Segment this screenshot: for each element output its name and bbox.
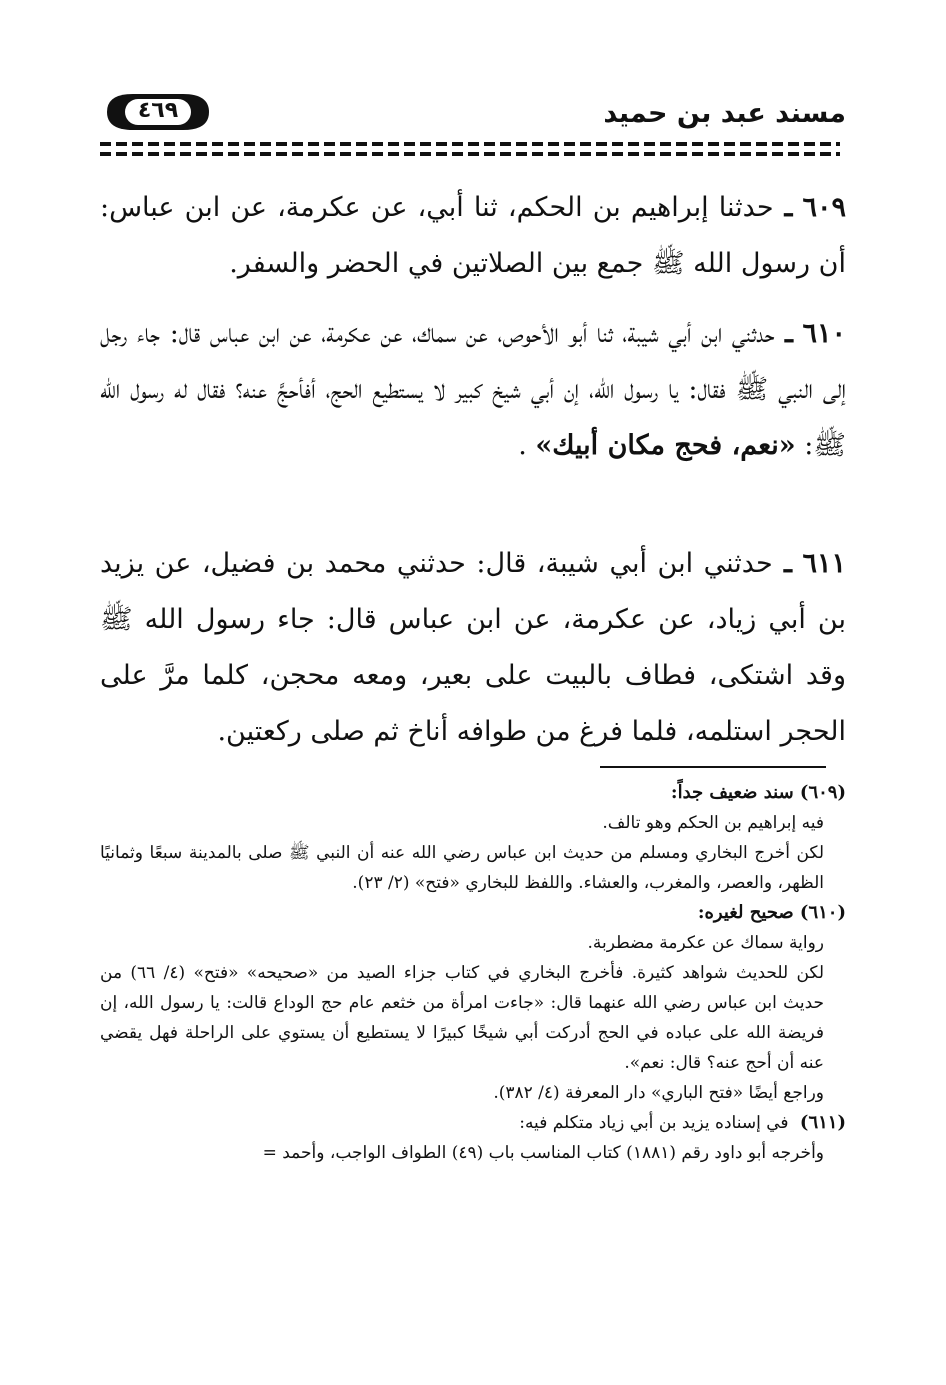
- footnotes: [100, 778, 846, 1168]
- hadith-text: حدثني ابن أبي شيبة، ثنا أبو الأحوص، عن سماك، عن عكرمة، عن ابن عباس قال: جاء رجل إلى النبي ﷺ فقال: يا رسول الله، إن أبي شيخ كبير لا يستطيع الحج، أفأحجَّ عنه؟ فقال له رسول الله ﷺ:: [100, 318, 846, 461]
- footnote-611-first-line: [100, 1108, 846, 1138]
- footnote-609: [100, 778, 846, 898]
- hadith-dash: ـ: [774, 318, 793, 349]
- hadith-text: حدثنا إبراهيم بن الحكم، ثنا أبي، عن عكرمة، عن ابن عباس: أن رسول الله ﷺ جمع بين الصلاتين في الحضر والسفر.: [100, 192, 846, 279]
- footnote-heading: (٦١١): [799, 1112, 846, 1133]
- footnote-text: في إسناده يزيد بن أبي زياد متكلم فيه:: [519, 1113, 789, 1133]
- footnote-line: رواية سماك عن عكرمة مضطربة.: [587, 933, 824, 953]
- hadith-end: .: [518, 430, 527, 461]
- footnote-line: فيه إبراهيم بن الحكم وهو تالف.: [602, 813, 824, 833]
- hadith-number: ٦٠٩: [802, 192, 846, 223]
- footnote-heading: (٦١٠) صحيح لغيره:: [697, 902, 846, 923]
- hadith-dash: ـ: [773, 192, 793, 223]
- hadith-610: [100, 306, 846, 474]
- page-number: ٤٦٩: [137, 98, 179, 123]
- hadith-dash: ـ: [772, 548, 792, 579]
- footnote-line: لكن للحديث شواهد كثيرة. فأخرج البخاري في كتاب جزاء الصيد من «صحيحه» «فتح» (٤/ ٦٦) من حديث ابن عباس رضي الله عنهما قال: «جاءت امرأة من خثعم عام حج الوداع قالت: يا رسول الله، إن فريضة الله على عباده في الحج أدركت أبي شيخًا كبيرًا لا يستطيع أن يستوي على الراحلة فهل يقضي عنه أن أحج عنه؟ قال: نعم».: [100, 963, 824, 1073]
- header-divider-top: [100, 142, 840, 146]
- hadith-quote: «نعم، فحج مكان أبيك»: [535, 430, 796, 461]
- footnote-heading: (٦٠٩) سند ضعيف جداً:: [670, 782, 846, 803]
- footnote-line: وراجع أيضًا «فتح الباري» دار المعرفة (٤/ ٣٨٢).: [493, 1083, 824, 1103]
- page-header: [100, 90, 846, 150]
- hadith-number: ٦١٠: [802, 318, 847, 349]
- footnote-611: [100, 1108, 846, 1168]
- book-title: مسند عبد بن حميد: [603, 98, 846, 129]
- footnote-610: [100, 898, 846, 1108]
- hadith-609: [100, 180, 846, 292]
- header-divider-bottom: [100, 152, 840, 156]
- page-number-badge: [103, 92, 213, 132]
- footnote-separator: [600, 766, 826, 768]
- hadith-number: ٦١١: [802, 548, 847, 579]
- footnote-line: لكن أخرج البخاري ومسلم من حديث ابن عباس رضي الله عنه أن النبي ﷺ صلى بالمدينة سبعًا وثمانيًا الظهر، والعصر، والمغرب، والعشاء. واللفظ للبخاري «فتح» (٢/ ٢٣).: [100, 843, 824, 893]
- hadith-text: حدثني ابن أبي شيبة، قال: حدثني محمد بن فضيل، عن يزيد بن أبي زياد، عن عكرمة، عن ابن عباس قال: جاء رسول الله ﷺ وقد اشتكى، فطاف بالبيت على بعير، ومعه محجن، كلما مرَّ على الحجر استلمه، فلما فرغ من طوافه أناخ ثم صلى ركعتين.: [100, 548, 846, 747]
- hadith-611: [100, 536, 846, 760]
- footnote-line: وأخرجه أبو داود رقم (١٨٨١) كتاب المناسب باب (٤٩) الطواف الواجب، وأحمد =: [262, 1143, 824, 1163]
